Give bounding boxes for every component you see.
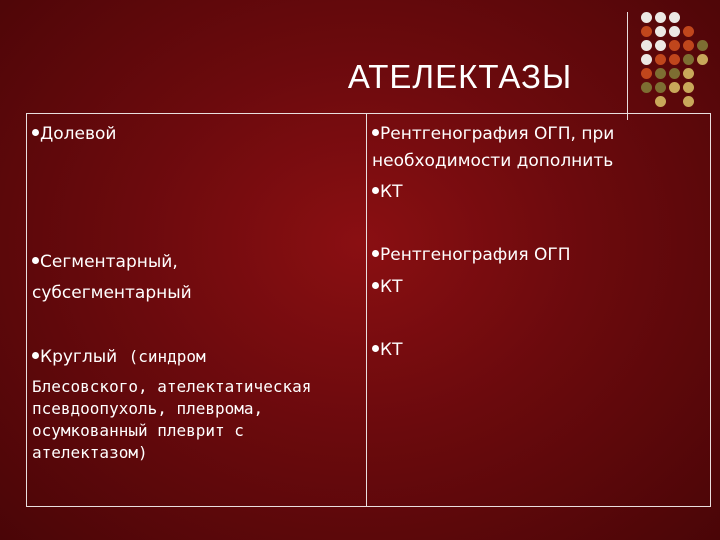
right-column	[367, 114, 711, 507]
atelectasis-table	[26, 113, 711, 507]
bullet-icon	[32, 352, 39, 359]
decorative-vertical-line	[627, 12, 628, 120]
type-segmental: Сегментарный,	[40, 252, 178, 272]
list-item: КТ	[372, 180, 402, 205]
bullet-icon	[372, 250, 379, 257]
dot	[669, 82, 680, 93]
type-lobar: Долевой	[40, 124, 117, 144]
list-item-continuation: необходимости дополнить	[372, 151, 614, 171]
dot	[641, 12, 652, 23]
dot	[641, 68, 652, 79]
bullet-icon	[372, 282, 379, 289]
dot	[641, 40, 652, 51]
dot	[697, 54, 708, 65]
type-round: Круглый	[40, 347, 118, 367]
dot	[655, 96, 666, 107]
list-item-continuation: субсегментарный	[32, 283, 192, 303]
bullet-icon	[32, 129, 39, 136]
list-item: КТ	[372, 338, 402, 363]
left-column	[27, 114, 367, 507]
dot	[655, 68, 666, 79]
bullet-icon	[372, 187, 379, 194]
dot	[655, 26, 666, 37]
bullet-icon	[32, 257, 39, 264]
list-item	[32, 250, 178, 275]
dot	[683, 54, 694, 65]
dot	[669, 40, 680, 51]
list-item: Круглый (синдром	[32, 345, 206, 370]
dot	[683, 68, 694, 79]
dot	[655, 54, 666, 65]
type-round-description: Блесовского, ателектатическая псевдоопухоль, плеврома, осумкованный плеврит с ателектазом)	[32, 377, 312, 462]
bullet-icon	[372, 129, 379, 136]
slide-title: АТЕЛЕКТАЗЫ	[347, 58, 573, 95]
dot	[669, 12, 680, 23]
dot	[683, 26, 694, 37]
list-item	[32, 122, 116, 147]
dot	[641, 26, 652, 37]
list-item: Рентгенография ОГП	[372, 243, 571, 268]
dot	[655, 82, 666, 93]
dot	[683, 96, 694, 107]
dot	[641, 54, 652, 65]
dot	[669, 68, 680, 79]
list-item: КТ	[372, 275, 402, 300]
list-item: Рентгенография ОГП, при	[372, 122, 614, 147]
dot	[697, 40, 708, 51]
dot	[669, 54, 680, 65]
dot	[655, 40, 666, 51]
dot	[683, 40, 694, 51]
bullet-icon	[372, 345, 379, 352]
dot	[683, 82, 694, 93]
dot	[641, 82, 652, 93]
dot	[655, 12, 666, 23]
dot	[669, 26, 680, 37]
